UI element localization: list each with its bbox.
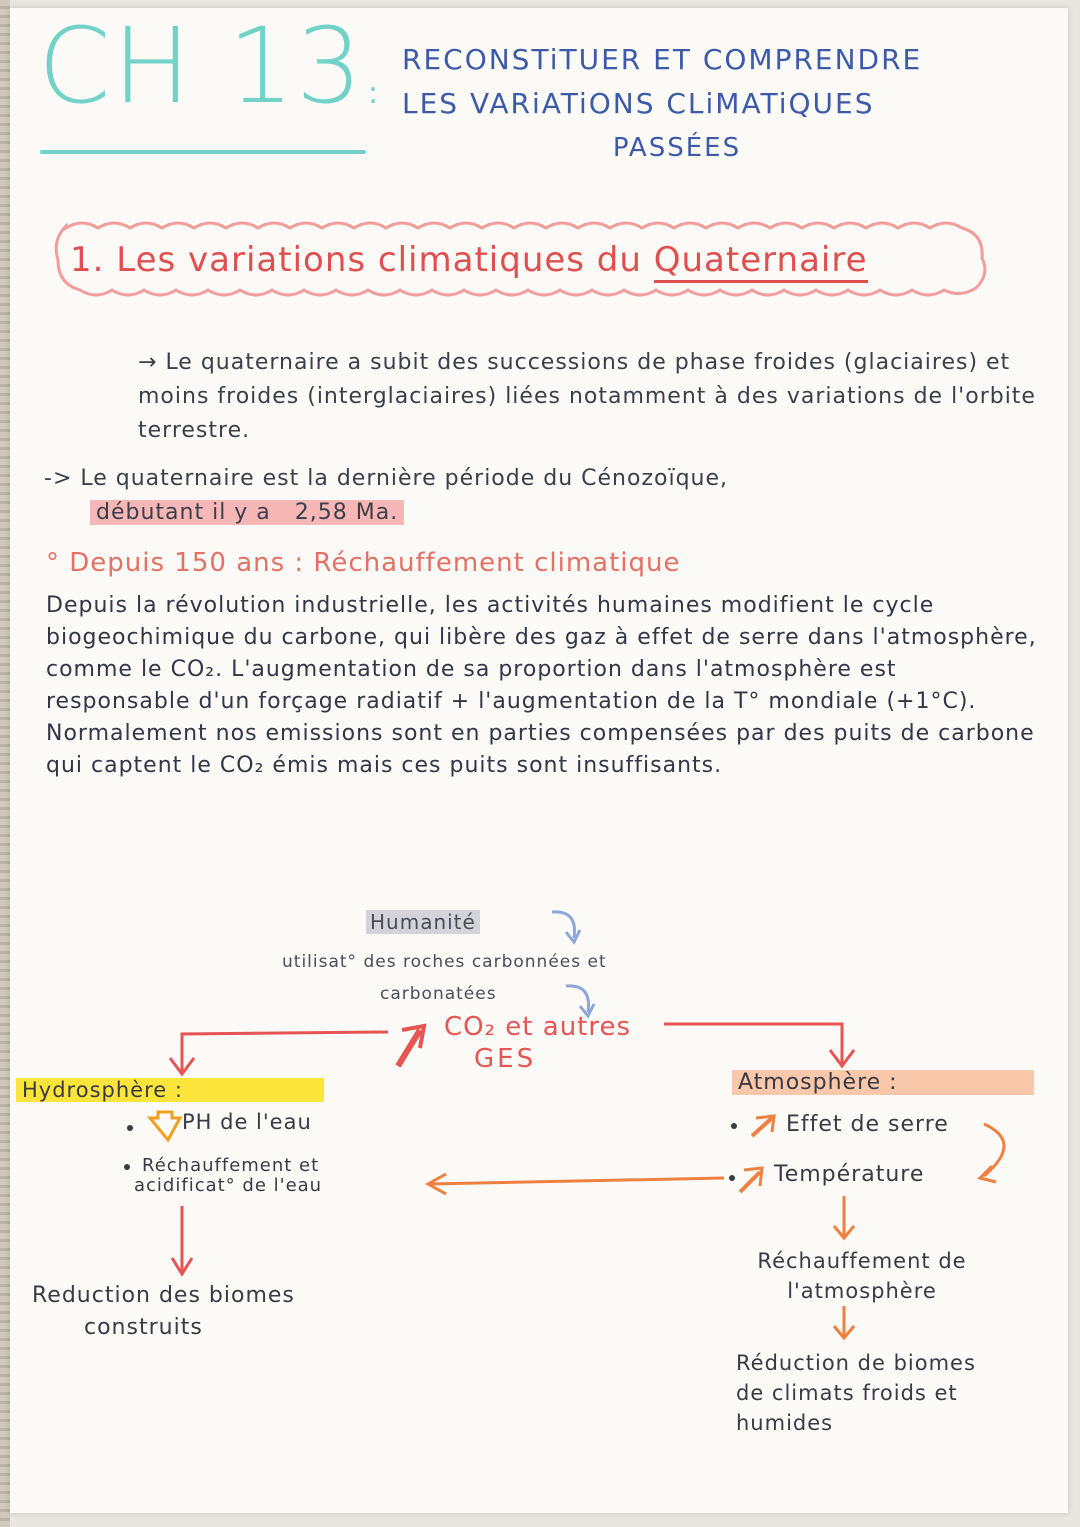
bullet-icon: °: [46, 548, 60, 578]
co2-line-2: GES: [474, 1044, 537, 1074]
humanite-label: [366, 910, 480, 934]
title-line-2: LES VARiATiONS CLiMATiQUES: [402, 87, 875, 120]
paragraph-quaternaire-text: Le quaternaire est la dernière période du Cénozoïque,: [80, 466, 729, 491]
curved-arrow-icon: [984, 1124, 1004, 1176]
atmo-result-2: [736, 1348, 976, 1438]
atmosphere-title: [732, 1070, 1034, 1095]
chapter-colon: :: [368, 76, 379, 111]
up-arrow-icon: [740, 1168, 762, 1192]
section-number: 1.: [70, 240, 105, 280]
atmo-item-effet-serre: Effet de serre: [786, 1112, 949, 1137]
chapter-number: CH 13: [38, 5, 365, 127]
atmo-result-1-line-1: Réchauffement de: [757, 1249, 967, 1273]
title-line-1: RECONSTiTUER ET COMPRENDRE: [402, 43, 923, 76]
age-value: 2,58 Ma.: [294, 500, 399, 525]
atmo-result-2-line-3: humides: [736, 1411, 834, 1435]
up-arrow-icon: [398, 1026, 424, 1066]
hydro-result: [32, 1280, 295, 1344]
humanite-text: Humanité: [366, 910, 480, 934]
down-arrow-icon: [150, 1112, 180, 1140]
hydrosphere-title-text: Hydrosphère :: [16, 1078, 324, 1102]
hydro-result-line-1: Reduction des biomes: [32, 1283, 295, 1308]
hydrosphere-title: [16, 1078, 324, 1102]
section-title-main: Les variations climatiques du: [116, 240, 642, 280]
highlight-debutant-text: débutant il y a: [96, 500, 271, 525]
atmo-result-2-line-1: Réduction de biomes: [736, 1351, 976, 1375]
hydro-item-ph: PH de l'eau: [182, 1110, 312, 1134]
hydro-result-line-2: construits: [84, 1315, 203, 1340]
hydro-item-line-1: Réchauffement et: [142, 1155, 320, 1176]
curved-arrow-icon: [566, 986, 589, 1012]
usage-line-1: utilisat° des roches carbonnées et: [282, 952, 607, 972]
hydro-item-rechauffement: [134, 1155, 323, 1196]
up-arrow-icon: [752, 1116, 774, 1136]
co2-line-1: CO₂ et autres: [444, 1012, 632, 1042]
hydro-item-line-2: acidificat° de l'eau: [134, 1175, 323, 1196]
usage-line-2: carbonatées: [380, 984, 497, 1004]
paragraph-glaciations-text: Le quaternaire a subit des successions de phase froides (glaciaires) et moins froides (interglaciaires) liées notamment à des variations de l'orbite terrestre.: [138, 350, 1036, 443]
curved-arrow-icon: [552, 912, 575, 938]
atmosphere-title-text: Atmosphère :: [732, 1070, 1034, 1095]
atmo-result-2-line-2: de climats froids et: [736, 1381, 958, 1405]
paragraph-rechauffement: Depuis la révolution industrielle, les activités humaines modifient le cycle biogeochimique du carbone, qui libère des gaz à effet de serre dans l'atmosphère, comme le CO₂. L'augmentation de sa proportion dans l'atmosphère est responsable d'un forçage radiatif + l'augmentation de la T° mondiale (+1°C). Normalement nos emissions sont en parties compensées par des puits de carbone qui captent le CO₂ émis mais ces puits sont insuffisants.: [46, 593, 1037, 778]
arrow-to-atmosphere: [664, 1024, 842, 1064]
arrow-right-icon: →: [138, 350, 158, 375]
atmo-result-1-line-2: l'atmosphère: [787, 1279, 937, 1303]
atmo-item-temperature: Température: [774, 1162, 925, 1187]
arrow-to-hydrosphere: [182, 1032, 388, 1072]
title-line-3: PASSÉES: [612, 133, 742, 163]
atmo-result-1: [742, 1246, 982, 1306]
arrow-right-icon: ->: [44, 466, 73, 491]
section-title-underlined: Quaternaire: [654, 240, 868, 283]
arrow-temperature-to-water: [430, 1178, 724, 1184]
subsection-title-text: Depuis 150 ans : Réchauffement climatique: [69, 548, 681, 578]
